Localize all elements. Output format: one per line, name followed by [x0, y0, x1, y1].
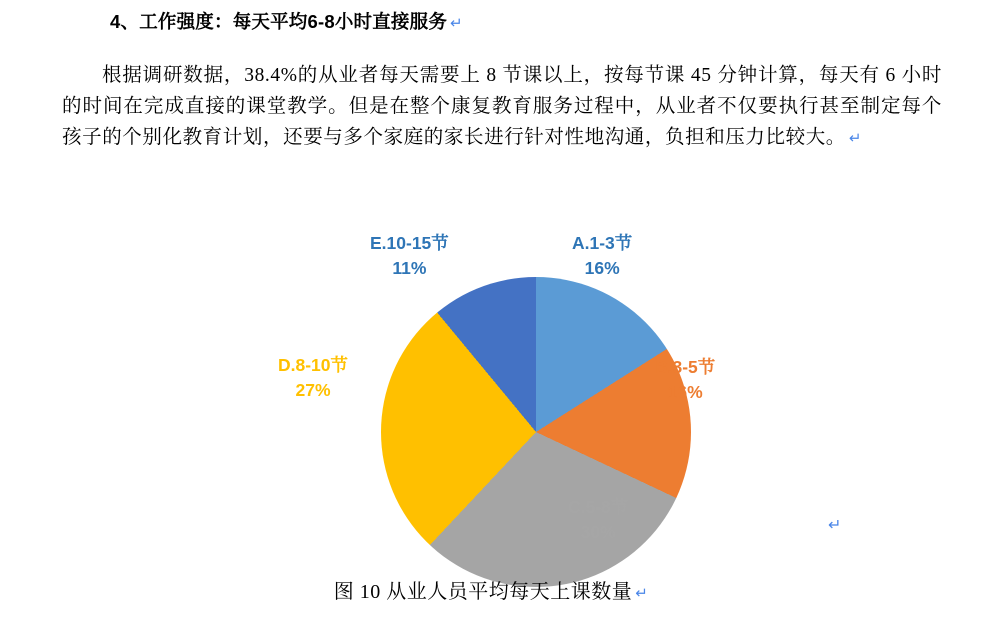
figure-caption-text: 图 10 从业人员平均每天上课数量	[333, 581, 633, 603]
section-heading	[110, 8, 463, 34]
body-paragraph	[62, 60, 942, 155]
figure-caption	[0, 575, 982, 604]
pie-label-c	[568, 495, 628, 545]
pie-chart-graphic	[381, 277, 691, 587]
paragraph-mark-icon: ↵	[828, 517, 842, 534]
pie-label-e-value: 11%	[392, 258, 427, 278]
pie-label-a-value: 16%	[584, 258, 620, 278]
pie-label-b-name: B.3-5节	[655, 357, 716, 377]
pie-label-b-value: 16%	[667, 382, 703, 402]
body-paragraph-text: 根据调研数据，38.4%的从业者每天需要上 8 节课以上，按每节课 45 分钟计算，每天有 6 小时的时间在完成直接的课堂教学。但是在整个康复教育服务过程中，从业者不仅要执行甚至制定每个孩子的个别化教育计划，还要与多个家庭的家长进行针对性地沟通，负担和压力比较大。	[62, 65, 942, 148]
pie-label-d-value: 27%	[295, 380, 331, 400]
pie-label-e-name: E.10-15节	[370, 233, 449, 253]
section-heading-text: 4、工作强度：每天平均6-8小时直接服务	[110, 11, 448, 32]
pie-label-d	[278, 353, 348, 403]
pie-label-c-value: 30%	[580, 522, 616, 542]
paragraph-mark-icon: ↵	[635, 586, 649, 602]
pie-label-e	[370, 231, 449, 281]
pie-label-c-name: C.5-8节	[568, 497, 629, 517]
pie-label-d-name: D.8-10节	[278, 355, 349, 375]
pie-label-a	[572, 231, 632, 281]
paragraph-mark-icon: ↵	[450, 15, 463, 32]
pie-label-b	[655, 355, 715, 405]
pie-label-a-name: A.1-3节	[572, 233, 633, 253]
pie-chart	[0, 215, 982, 555]
pie-slices	[381, 277, 691, 587]
paragraph-mark-icon: ↵	[848, 131, 863, 147]
